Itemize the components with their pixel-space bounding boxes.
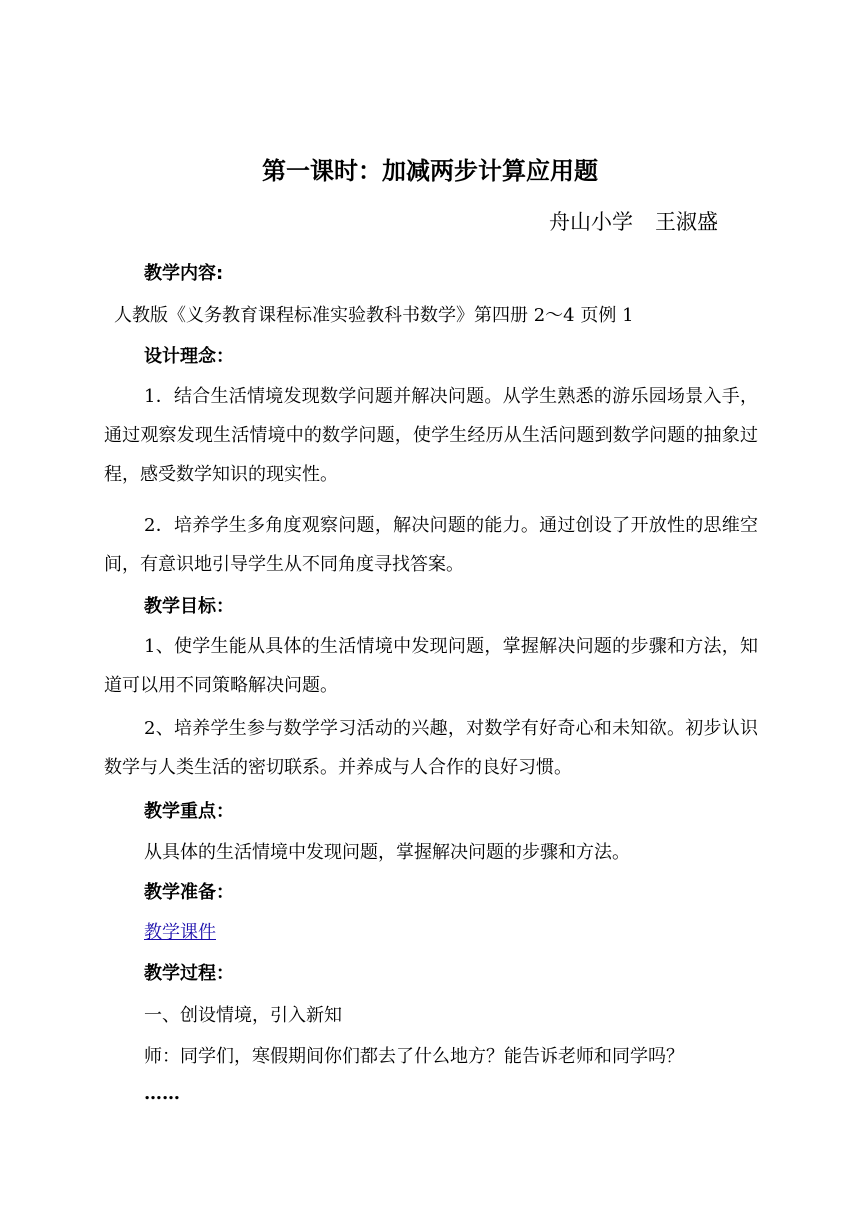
concept-heading: 设计理念： bbox=[144, 346, 234, 367]
author-school: 舟山小学 bbox=[549, 210, 633, 234]
concept-paragraph-2: 2．培养学生多角度观察问题，解决问题的能力。通过创设了开放性的思维空间，有意识地引导学生从不同角度寻找答案。 bbox=[104, 515, 758, 575]
ellipsis: …… bbox=[144, 1083, 180, 1104]
author-line bbox=[549, 206, 718, 238]
goal-heading: 教学目标： bbox=[144, 596, 234, 617]
goal-paragraph-2: 2、培养学生参与数学学习活动的兴趣，对数学有好奇心和未知欲。初步认识数学与人类生活的密切联系。并养成与人合作的良好习惯。 bbox=[104, 718, 758, 778]
content-text: 人教版《义务教育课程标准实验教科书数学》第四册 2～4 页例 1 bbox=[114, 305, 634, 326]
focus-text: 从具体的生活情境中发现问题，掌握解决问题的步骤和方法。 bbox=[144, 842, 630, 863]
goal-paragraph-1: 1、使学生能从具体的生活情境中发现问题，掌握解决问题的步骤和方法，知道可以用不同策略解决问题。 bbox=[104, 636, 758, 696]
process-dialog: 师：同学们，寒假期间你们都去了什么地方？能告诉老师和同学吗？ bbox=[144, 1046, 684, 1067]
prep-heading: 教学准备： bbox=[144, 882, 234, 903]
process-step-1: 一、创设情境，引入新知 bbox=[144, 1005, 342, 1026]
focus-heading: 教学重点： bbox=[144, 801, 234, 822]
author-name: 王淑盛 bbox=[655, 210, 718, 234]
courseware-link[interactable]: 教学课件 bbox=[144, 922, 216, 943]
content-heading: 教学内容: bbox=[144, 263, 224, 284]
concept-paragraph-1: 1．结合生活情境发现数学问题并解决问题。从学生熟悉的游乐园场景入手，通过观察发现生活情境中的数学问题，使学生经历从生活问题到数学问题的抽象过程，感受数学知识的现实性。 bbox=[104, 386, 758, 485]
process-heading: 教学过程： bbox=[144, 963, 234, 984]
page-title: 第一课时：加减两步计算应用题 bbox=[262, 157, 598, 185]
